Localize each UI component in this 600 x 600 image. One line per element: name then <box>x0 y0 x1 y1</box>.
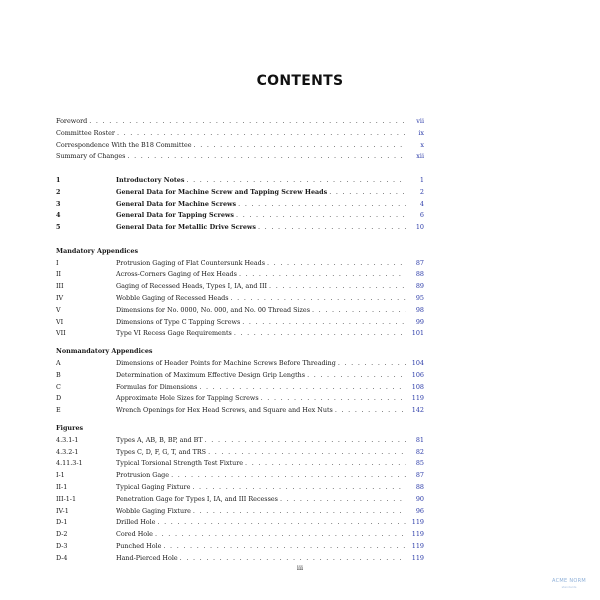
entry-text: General Data for Tapping Screws <box>116 211 235 220</box>
dot-leader <box>267 258 406 270</box>
entry-text: Cored Hole <box>116 530 153 539</box>
nonmandatory-appendices <box>56 346 424 417</box>
watermark-logo <box>546 578 592 594</box>
toc-entry-appendix[interactable] <box>56 328 424 340</box>
toc-entry-figure[interactable] <box>56 494 424 506</box>
entry-number: 4.3.2-1 <box>56 447 79 456</box>
toc-entry-figure[interactable] <box>56 541 424 553</box>
page-number-footer: iii <box>296 564 304 572</box>
toc-entry-appendix[interactable] <box>56 393 424 405</box>
toc-entry-committee-roster[interactable] <box>56 128 424 140</box>
entry-text: General Data for Metallic Drive Screws <box>116 223 257 232</box>
spacer <box>56 234 424 246</box>
dot-leader <box>205 435 406 447</box>
page-title: CONTENTS <box>256 73 344 89</box>
page-link[interactable]: vii <box>416 117 424 125</box>
entry-number: 2 <box>56 187 61 196</box>
section-heading: Figures <box>56 423 84 432</box>
toc-entry-figure[interactable] <box>56 506 424 518</box>
page-link[interactable]: 98 <box>415 305 424 314</box>
toc-entry-foreword[interactable] <box>56 116 424 128</box>
entry-text: Foreword <box>56 117 88 125</box>
toc-entry-chapter[interactable] <box>56 199 424 211</box>
dot-leader <box>258 222 406 234</box>
toc-entry-correspondence[interactable] <box>56 140 424 152</box>
entry-text: Dimensions of Type C Tapping Screws <box>116 317 241 326</box>
dot-leader <box>236 210 406 222</box>
toc-entry-appendix[interactable] <box>56 269 424 281</box>
page-link[interactable]: 142 <box>411 406 424 415</box>
toc-entry-chapter[interactable] <box>56 175 424 187</box>
entry-text: Typical Gaging Fixture <box>116 482 191 491</box>
entry-text: Hand-Pierced Hole <box>116 553 178 562</box>
dot-leader <box>338 358 406 370</box>
entry-number: D <box>56 394 62 403</box>
page-link[interactable]: 81 <box>415 435 424 444</box>
entry-text: Penetration Gage for Types I, IA, and III Recesses <box>116 494 278 503</box>
dot-leader <box>261 393 406 405</box>
entry-text: Wrench Openings for Hex Head Screws, and Square and Hex Nuts <box>116 406 333 415</box>
page-link[interactable]: 85 <box>415 459 424 468</box>
mandatory-appendices <box>56 246 424 340</box>
entry-text: Summary of Changes <box>56 152 126 161</box>
section-heading: Mandatory Appendices <box>56 246 139 255</box>
entry-number: B <box>56 370 61 379</box>
page-link[interactable]: 87 <box>415 258 424 267</box>
page-link[interactable]: 119 <box>411 553 424 562</box>
chapters-list <box>56 175 424 234</box>
page-link[interactable]: 88 <box>415 270 424 279</box>
page-link[interactable]: 95 <box>415 293 424 302</box>
entry-number: II <box>56 270 62 279</box>
entry-text: Wobble Gaging of Recessed Heads <box>116 293 229 302</box>
entry-text: Punched Hole <box>116 541 162 550</box>
toc-entry-figure[interactable] <box>56 517 424 529</box>
dot-leader <box>335 405 406 417</box>
toc-entry-appendix[interactable] <box>56 358 424 370</box>
figures-list <box>56 423 424 565</box>
page-link[interactable]: 6 <box>419 211 424 220</box>
page-link[interactable]: 88 <box>415 482 424 491</box>
section-heading: Nonmandatory Appendices <box>56 347 153 356</box>
toc-entry-figure[interactable] <box>56 482 424 494</box>
page-link[interactable]: 10 <box>415 223 424 232</box>
entry-text: Committee Roster <box>56 128 115 137</box>
entry-number: I <box>56 258 59 267</box>
dot-leader <box>157 517 406 529</box>
page-link[interactable]: 87 <box>415 471 424 480</box>
dot-leader <box>245 458 406 470</box>
entry-number: 4 <box>56 211 61 220</box>
toc-entry-figure[interactable] <box>56 553 424 565</box>
entry-number: D-3 <box>56 541 68 550</box>
dot-leader <box>193 506 406 518</box>
page-link[interactable]: xii <box>416 152 424 161</box>
entry-text: Gaging of Recessed Heads, Types I, IA, and III <box>116 282 268 291</box>
page-link[interactable]: 104 <box>411 358 424 367</box>
dot-leader <box>280 494 406 506</box>
spacer <box>56 163 424 175</box>
page-link[interactable]: 2 <box>419 187 424 196</box>
entry-text: Across-Corners Gaging of Hex Heads <box>116 270 237 279</box>
entry-number: D-1 <box>56 518 68 527</box>
entry-text: Dimensions for No. 0000, No. 000, and No. 00 Thread Sizes <box>116 305 310 314</box>
dot-leader <box>199 382 406 394</box>
toc-entry-appendix[interactable] <box>56 281 424 293</box>
page-link[interactable]: 119 <box>411 530 424 539</box>
page-link[interactable]: 99 <box>415 317 424 326</box>
entry-text: Protrusion Gage <box>116 471 170 480</box>
dot-leader <box>163 541 406 553</box>
entry-number: VI <box>56 317 64 326</box>
watermark-text: ACME NORM <box>551 578 587 584</box>
page-link[interactable]: 4 <box>419 199 424 208</box>
page-link[interactable]: 82 <box>415 447 424 456</box>
dot-leader <box>238 199 406 211</box>
dot-leader <box>312 305 406 317</box>
toc-entry-figure[interactable] <box>56 470 424 482</box>
entry-number: IV <box>56 293 64 302</box>
page-link[interactable]: 90 <box>415 494 424 503</box>
entry-text: Wobble Gaging Fixture <box>116 506 191 515</box>
entry-number: C <box>56 382 61 391</box>
entry-text: Correspondence With the B18 Committee <box>56 140 192 149</box>
entry-number: II-1 <box>56 482 68 491</box>
toc-entry-summary-of-changes[interactable] <box>56 151 424 163</box>
dot-leader <box>208 447 406 459</box>
dot-leader <box>127 151 406 163</box>
entry-text: Drilled Hole <box>116 518 156 527</box>
dot-leader <box>239 269 406 281</box>
page-link[interactable]: 89 <box>415 282 424 291</box>
page-link[interactable]: 96 <box>415 506 424 515</box>
entry-number: IV-1 <box>56 506 69 515</box>
entry-number: I-1 <box>56 471 65 480</box>
page-link[interactable]: ix <box>418 128 424 137</box>
entry-number: V <box>56 305 61 314</box>
page-link[interactable]: x <box>420 140 424 149</box>
toc-entry-chapter[interactable] <box>56 187 424 199</box>
page-link[interactable]: 1 <box>419 175 424 184</box>
entry-text: Types A, AB, B, BP, and BT <box>116 435 203 444</box>
page-link[interactable]: 101 <box>411 329 424 338</box>
table-of-contents <box>56 116 424 564</box>
entry-text: Formulas for Dimensions <box>116 382 198 391</box>
dot-leader <box>186 175 406 187</box>
toc-entry-figure[interactable] <box>56 529 424 541</box>
dot-leader <box>307 370 406 382</box>
entry-text: Dimensions of Header Points for Machine Screws Before Threading <box>116 358 336 367</box>
toc-entry-appendix[interactable] <box>56 258 424 270</box>
dot-leader <box>242 317 406 329</box>
toc-entry-appendix[interactable] <box>56 405 424 417</box>
dot-leader <box>234 328 406 340</box>
entry-text: Approximate Hole Sizes for Tapping Screws <box>116 394 259 403</box>
entry-text: General Data for Machine Screws <box>116 199 237 208</box>
toc-entry-appendix[interactable] <box>56 382 424 394</box>
entry-number: E <box>56 406 61 415</box>
page-link[interactable]: 108 <box>411 382 424 391</box>
entry-text: Types C, D, F, G, T, and TRS <box>116 447 207 456</box>
dot-leader <box>192 482 406 494</box>
dot-leader <box>180 553 406 565</box>
dot-leader <box>155 529 406 541</box>
toc-entry-chapter[interactable] <box>56 210 424 222</box>
toc-entry-appendix[interactable] <box>56 317 424 329</box>
entry-number: A <box>56 358 61 367</box>
entry-number: 1 <box>56 175 61 184</box>
page-link[interactable]: 119 <box>411 394 424 403</box>
dot-leader <box>329 187 406 199</box>
toc-entry-figure[interactable] <box>56 458 424 470</box>
entry-number: VII <box>56 329 66 338</box>
watermark-subtext: standards <box>561 585 577 589</box>
entry-text: Type VI Recess Gage Requirements <box>116 329 232 338</box>
entry-number: 4.11.3-1 <box>56 459 83 468</box>
dot-leader <box>269 281 406 293</box>
toc-entry-figure[interactable] <box>56 447 424 459</box>
toc-entry-appendix[interactable] <box>56 305 424 317</box>
entry-text: Introductory Notes <box>116 175 185 184</box>
dot-leader <box>171 470 406 482</box>
entry-text: Determination of Maximum Effective Design Grip Lengths <box>116 370 306 379</box>
entry-number: 4.3.1-1 <box>56 435 79 444</box>
toc-entry-appendix[interactable] <box>56 293 424 305</box>
entry-number: III <box>56 282 64 291</box>
dot-leader <box>117 128 406 140</box>
toc-entry-figure[interactable] <box>56 435 424 447</box>
dot-leader <box>89 116 406 128</box>
entry-text: Protrusion Gaging of Flat Countersunk Heads <box>116 258 266 267</box>
entry-number: III-1-1 <box>56 494 77 503</box>
entry-number: 5 <box>56 223 61 232</box>
front-matter-list <box>56 116 424 163</box>
page-link[interactable]: 119 <box>411 518 424 527</box>
entry-number: 3 <box>56 199 61 208</box>
page-link[interactable]: 119 <box>411 541 424 550</box>
dot-leader <box>231 293 406 305</box>
entry-number: D-2 <box>56 530 68 539</box>
dot-leader <box>194 140 406 152</box>
page-link[interactable]: 106 <box>411 370 424 379</box>
entry-number: D-4 <box>56 553 68 562</box>
toc-entry-chapter[interactable] <box>56 222 424 234</box>
toc-entry-appendix[interactable] <box>56 370 424 382</box>
entry-text: Typical Torsional Strength Test Fixture <box>116 459 244 468</box>
entry-text: General Data for Machine Screw and Tapping Screw Heads <box>116 187 328 196</box>
